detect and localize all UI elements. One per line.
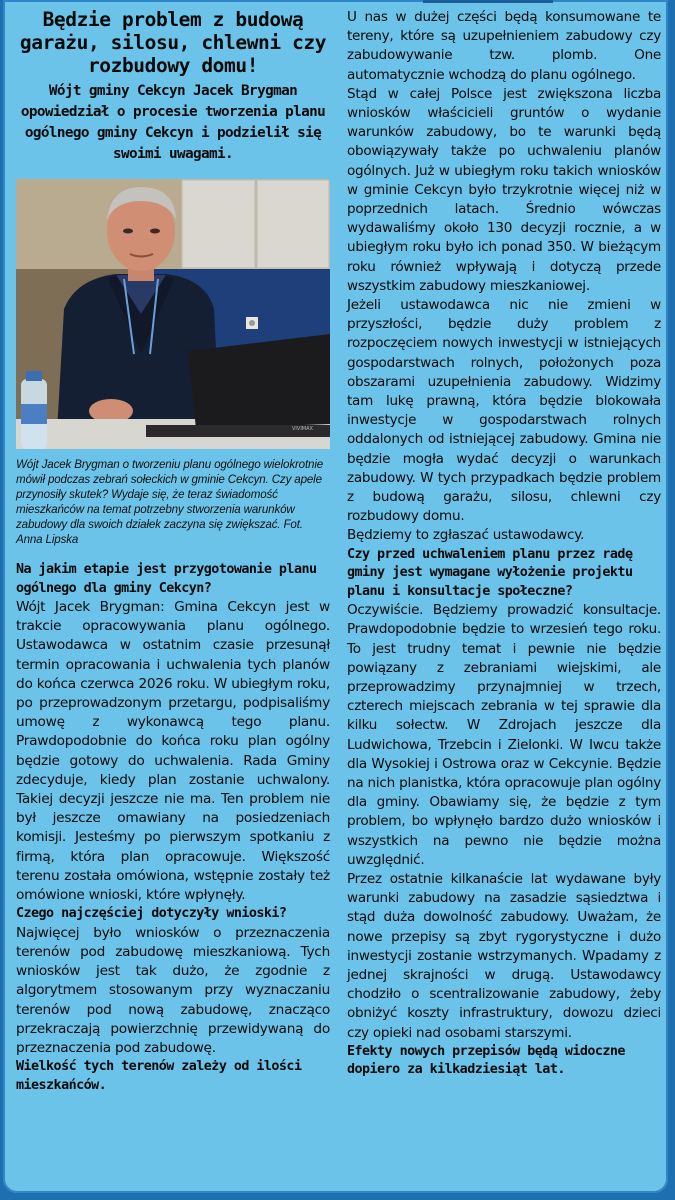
right-column [347,8,661,1080]
laptop-brand-label: VIVIMAX [292,426,313,432]
article-panel [3,0,668,1193]
question-2: Czego najczęściej dotyczyły wnioski? [16,906,287,922]
photo-caption: Wójt Jacek Brygman o tworzeniu planu ogólnego wielokrotnie mówił podczas zebrań sołeckich w gminie Cekcyn. Czy apele przynosiły skutek? Wydaje się, że teraz świadomość mieszkańców na temat potrzebny stworzenia warunków zabudowy dla swoich działek zaczyna się zwiększać. Fot. Anna Lipska [16,458,324,546]
lead: Wójt gminy Cekcyn Jacek Brygman opowiedział o procesie tworzenia planu ogólnego gminy Cekcyn i podzielił się swoimi uwagami. [20,83,326,162]
answer-3-part-4: Będziemy to zgłaszać ustawodawcy. [347,527,585,544]
photo-illustration [16,179,330,449]
answer-1: Wójt Jacek Brygman: Gmina Cekcyn jest w trakcie opracowywania planu ogólnego. Ustawodawca w ostatnim czasie przesunął termin opracowania i uchwalenia tych planów do końca czerwca 2026 roku. W ubiegłym roku, po przeprowadzonym przetargu, podpisaliśmy umowę z wykonawcą tego planu. Prawdopodobnie do końca roku plan ogólny będzie gotowy do uchwalenia. Rada Gminy zdecyduje, kiedy plan zostanie uchwalony. Takiej decyzji jeszcze nie ma. Ten problem nie był jeszcze omawiany na posiedzeniach komisji. Jesteśmy po pierwszym spotkaniu z firmą, która plan opracowuje. Większość terenu została omówiona, wstępnie zostały też omówione wnioski, które wpłynęły. [16,599,330,904]
top-accent-bar [423,0,553,3]
answer-3-part-1: U nas w dużej części będą konsumowane te tereny, które są uzupełnieniem zabudowy czy zabudowywanie tzw. plomb. One automatycznie wchodzą do planu ogólnego. [347,9,661,83]
headline: Będzie problem z budową garażu, silosu, chlewni czy rozbudowy domu! [19,8,327,77]
question-4: Czy przed uchwaleniem planu przez radę gminy jest wymagane wyłożenie projektu planu i konsultacje społeczne? [347,546,633,599]
closing-statement: Efekty nowych przepisów będą widoczne dopiero za kilkadziesiąt lat. [347,1043,625,1078]
question-3: Wielkość tych terenów zależy od ilości mieszkańców. [16,1059,302,1093]
answer-3-part-3: Jeżeli ustawodawca nic nie zmieni w przyszłości, będzie duży problem z rozpoczęciem nowych inwestycji w istniejących gospodarstwach rolnych, położonych poza obszarami uzupełnienia zabudowy. Widzimy tam lukę prawną, która będzie blokowała inwestycje w gospodarstwach rolnych oddalonych od istniejącej zabudowy. Gmina nie będzie mogła wydać decyzji o warunkach zabudowy. W tych przypadkach będzie problem z budową garażu, silosu, chlewni czy rozbudowy domu. [347,297,661,525]
answer-4-part-1: Oczywiście. Będziemy prowadzić konsultacje. Prawdopodobnie będzie to wrzesień tego roku. To jest trudny temat i pewnie nie będzie powiązany z zebraniami wiejskimi, ale przeprowadzimy przynajmniej w trzech, czterech miejscach zebrania w tej sprawie dla kilku sołectw. W Zdrojach jeszcze dla Ludwichowa, Trzebcin i Zielonki. W Iwcu także dla Wysokiej i Ostrowa oraz w Cekcynie. Będzie na nich planistka, która opracowuje plan ogólny dla gminy. Obawiamy się, że będzie z tym problem, bo wpłynęło bardzo dużo wniosków i wszystkich na pewno nie będzie można uwzględnić. [347,602,661,868]
answer-3-part-2: Stąd w całej Polsce jest zwiększona liczba wniosków właścicieli gruntów o wydanie warunków zabudowy, bo te warunki będą obowiązywały także po uchwaleniu planów ogólnych. Już w ubiegłym roku takich wniosków w gminie Cekcyn było trzykrotnie więcej niż w poprzednich latach. Średnio wówczas wydawaliśmy około 130 decyzji rocznie, a w ubiegłym roku było ich ponad 350. W bieżącym roku również wpływają i dotyczą przede wszystkim zabudowy mieszkaniowej. [347,85,661,294]
answer-2: Najwięcej było wniosków o przeznaczenia terenów pod zabudowę mieszkaniową. Tych wniosków jest tak dużo, że zgodnie z algorytmem stosowanym przy wyznaczaniu terenów pod nową zabudowę, znacząco przekraczają powierzchnię przewidywaną do przeznaczenia pod zabudowę. [16,924,330,1056]
left-column [16,8,330,1095]
article-photo [16,179,330,449]
answer-4-part-2: Przez ostatnie kilkanaście lat wydawane były warunki zabudowy na zasadzie sąsiedztwa i stąd duża dowolność zabudowy. Uważam, że nowe przepisy są zbyt rygorystyczne i dużo inwestycji zostanie wstrzymanych. Wpadamy z jednej skrajności w drugą. Ustawodawcy chodziło o scentralizowanie zabudowy, żeby obniżyć koszty infrastruktury, dowozu dzieci czy opieki nad osobami starszymi. [347,871,661,1041]
question-1: Na jakim etapie jest przygotowanie planu ogólnego dla gminy Cekcyn? [16,562,317,596]
